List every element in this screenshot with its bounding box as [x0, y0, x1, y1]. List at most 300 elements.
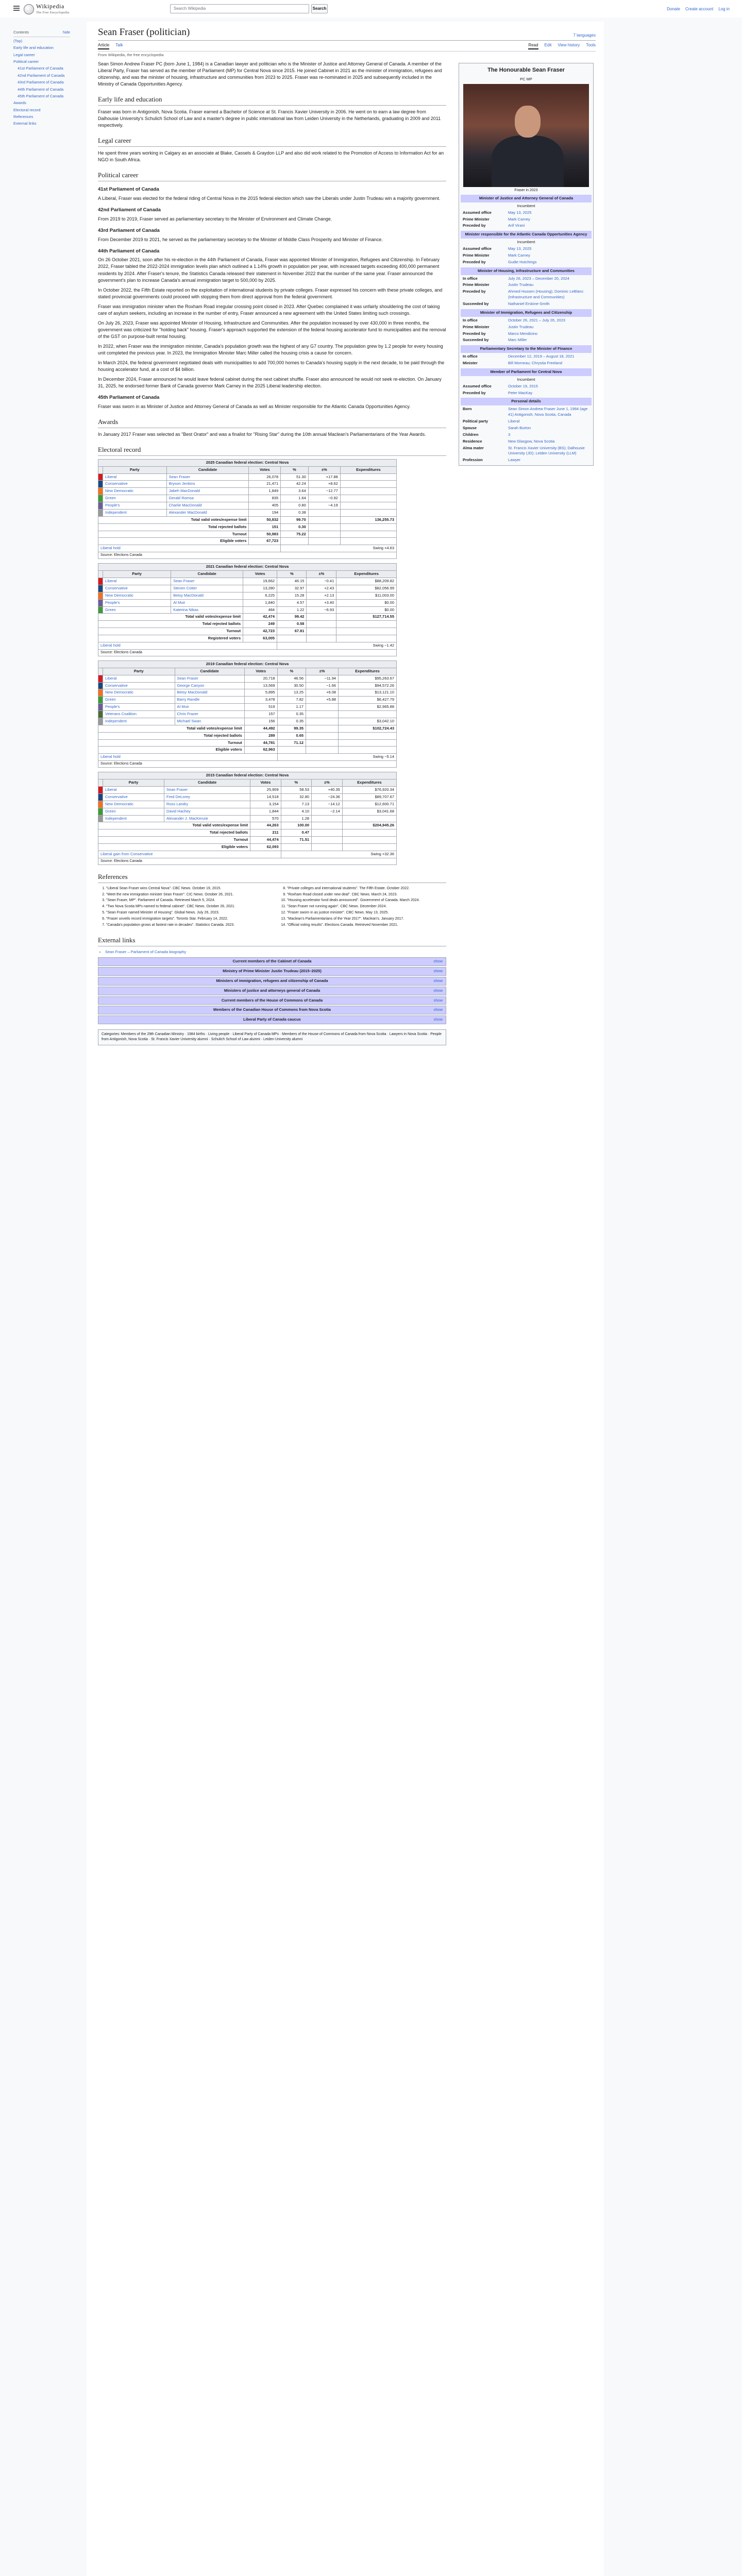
infobox-row: [461, 301, 592, 308]
infobox-value[interactable]: Ahmed Hussen (Housing); Dominic LeBlanc (Infrastructure and Communities): [508, 289, 584, 300]
toc-hide-button[interactable]: hide: [62, 30, 70, 35]
result-swing: Swing −5.14: [277, 754, 396, 761]
search-button[interactable]: Search: [311, 4, 328, 13]
subsection-heading: 42nd Parliament of Canada: [98, 207, 161, 213]
total-label: Turnout: [98, 531, 249, 538]
page-tabs: [98, 41, 596, 52]
vote-percent: 4.10: [281, 808, 311, 815]
candidate-name[interactable]: Sean Fraser: [164, 787, 250, 794]
total-label: Total valid votes/expense limit: [98, 725, 245, 732]
infobox-key: Residence: [463, 438, 482, 444]
vote-count: 484: [243, 606, 277, 614]
navbox-show-toggle[interactable]: show: [433, 968, 443, 973]
election-header-row: [98, 571, 397, 578]
party-swatch: [98, 578, 103, 585]
toc-item[interactable]: Electoral record: [13, 107, 41, 112]
reference-item[interactable]: 5. "Sean Fraser named Minister of Housing". Global News. July 26, 2023.: [106, 910, 265, 916]
candidate-name[interactable]: Al Muir: [175, 704, 244, 711]
infobox-value[interactable]: July 26, 2023 – December 20, 2024: [508, 276, 569, 281]
total-votes: 62,963: [244, 747, 277, 754]
candidate-row: [98, 689, 397, 697]
infobox-value[interactable]: New Glasgow, Nova Scotia: [508, 438, 555, 444]
navbox-title[interactable]: Current members of the House of Commons of Canada show: [98, 997, 446, 1005]
infobox-value[interactable]: St. Francis Xavier University (BS); Dalhousie University (JD); Leiden University (LLM): [508, 445, 585, 456]
party-name[interactable]: Conservative: [103, 682, 175, 689]
election-table: [98, 772, 397, 865]
total-label: Turnout: [98, 837, 250, 844]
expenditure: $2,965.88: [339, 704, 397, 711]
section-heading: Early life and education: [98, 95, 446, 106]
navbox-title[interactable]: Ministry of Prime Minister Justin Trudeau (2015–2025) show: [98, 968, 446, 975]
source-row: [98, 649, 397, 656]
candidate-row: [98, 787, 397, 794]
infobox-row: [461, 317, 592, 324]
vote-change: −11.94: [306, 675, 339, 682]
office-title[interactable]: Minister of Housing, Infrastructure and Communities: [461, 267, 592, 275]
column-header: Votes: [244, 668, 277, 675]
candidate-name[interactable]: Michael Swan: [175, 718, 244, 725]
paragraph: In October 2022, the Fifth Estate reported on the exploitation of international students by private colleges. Fraser expressed his concern with these private colleges, and stated provincial governments could proceed with stopping them from direct approval from the federal government.: [98, 287, 443, 299]
tab-read[interactable]: Read: [528, 42, 538, 50]
party-name[interactable]: Liberal: [103, 473, 167, 481]
total-votes: 42,474: [243, 614, 277, 621]
candidate-name[interactable]: Steven Cotter: [171, 585, 243, 592]
expenditure: $0.00: [336, 606, 397, 614]
total-expenditure: [342, 844, 396, 851]
user-link[interactable]: Log in: [718, 7, 730, 11]
photo-caption: Fraser in 2023: [514, 188, 538, 192]
vote-percent: 1.28: [281, 815, 311, 822]
infobox-row: [461, 216, 592, 223]
candidate-row: [98, 718, 397, 725]
party-name[interactable]: Independent: [103, 509, 167, 516]
wikipedia-logo[interactable]: [24, 3, 69, 15]
party-swatch: [98, 689, 103, 697]
total-label: Total valid votes/expense limit: [98, 614, 243, 621]
infobox-value[interactable]: Marc Miller: [508, 337, 527, 343]
reference-item[interactable]: 10. "Housing accelerator fund deals announced". Government of Canada. March 2024.: [287, 898, 446, 903]
infobox-key: Preceded by: [463, 223, 486, 228]
toc-item[interactable]: 45th Parliament of Canada: [18, 93, 64, 98]
total-label: Eligible voters: [98, 747, 245, 754]
paragraph: Fraser was born in Antigonish, Nova Scotia. Fraser earned a Bachelor of Science at St. Francis Xavier University in 2006. He went on to earn a law degree from Dalhousie University's Schulich School of Law and a master's degree in public international law from Leiden University in the Netherlands, graduating in 2009 and 2011 respectively.: [98, 109, 441, 128]
party-name[interactable]: Green: [103, 606, 171, 614]
reference-item[interactable]: 1. "Liberal Sean Fraser wins Central Nova". CBC News. October 19, 2015.: [106, 886, 265, 891]
infobox-key: Prime Minister: [463, 216, 490, 222]
expenditure: [340, 488, 396, 495]
office-title[interactable]: Minister of Immigration, Refugees and Citizenship: [461, 309, 592, 317]
reference-item[interactable]: 7. "Canada's population grows at fastest rate in decades". Statistics Canada. 2023.: [106, 923, 265, 928]
candidate-name[interactable]: Sean Fraser: [166, 473, 249, 481]
infobox-key: Succeeded by: [463, 337, 489, 343]
total-votes: 289: [244, 732, 277, 739]
total-expenditure: [336, 628, 397, 635]
party-name[interactable]: Conservative: [103, 481, 167, 488]
party-name[interactable]: Conservative: [103, 585, 171, 592]
vote-change: [306, 711, 339, 718]
toc-item[interactable]: Awards: [13, 100, 26, 106]
vote-count: 13,569: [244, 682, 277, 689]
vote-change: +40.35: [312, 787, 343, 794]
external-links-heading: External links: [98, 936, 446, 946]
expenditure: [339, 711, 397, 718]
reference-item[interactable]: 9. "Roxham Road closed under new deal". CBC News. March 24, 2023.: [287, 892, 446, 897]
party-name[interactable]: Conservative: [103, 793, 164, 801]
external-link[interactable]: • Sean Fraser – Parliament of Canada biography: [105, 950, 446, 955]
toc-item[interactable]: Early life and education: [13, 45, 54, 50]
navbox-title[interactable]: Ministers of justice and attorneys general of Canada show: [98, 987, 446, 995]
party-swatch: [98, 711, 103, 718]
expenditure: $76,920.34: [342, 787, 396, 794]
vote-percent: 46.56: [277, 675, 306, 682]
party-swatch: [98, 592, 103, 599]
party-name[interactable]: Green: [103, 495, 167, 502]
infobox-value[interactable]: Sean Simon Andrew Fraser June 1, 1984 (age 41) Antigonish, Nova Scotia, Canada: [508, 406, 588, 417]
total-blank: [308, 516, 340, 523]
total-votes: 44,263: [250, 822, 281, 829]
candidate-name[interactable]: Alexander J. MacKenzie: [164, 815, 250, 822]
office-title[interactable]: Member of Parliament for Central Nova: [461, 368, 592, 376]
vote-percent: 13.25: [277, 689, 306, 697]
navbox-title[interactable]: Ministers of immigration, refugees and citizenship of Canada show: [98, 977, 446, 985]
candidate-name[interactable]: Ross Landry: [164, 801, 250, 808]
infobox-value[interactable]: Nathaniel Erskine-Smith: [508, 301, 550, 307]
infobox-value[interactable]: Arif Virani: [508, 223, 525, 228]
election-title[interactable]: 2015 Canadian federal election: Central Nova: [98, 772, 397, 779]
toc-item[interactable]: 44th Parliament of Canada: [18, 87, 64, 92]
candidate-name[interactable]: Sean Fraser: [171, 578, 243, 585]
party-name[interactable]: Independent: [103, 718, 175, 725]
infobox-value[interactable]: Gudie Hutchings: [508, 259, 537, 264]
navbox-show-toggle[interactable]: show: [433, 997, 443, 1003]
candidate-name[interactable]: David Hachey: [164, 808, 250, 815]
candidate-name[interactable]: Betsy MacDonald: [171, 592, 243, 599]
infobox-row: [461, 406, 592, 418]
reference-item[interactable]: 12. "Fraser sworn in as justice minister". CBC News. May 13, 2025.: [287, 910, 446, 916]
expenditure: $89,707.67: [342, 793, 396, 801]
infobox-row: [461, 289, 592, 301]
total-label: Turnout: [98, 739, 245, 747]
party-name[interactable]: New Democratic: [103, 488, 167, 495]
column-header: Candidate: [175, 668, 244, 675]
infobox-value[interactable]: Peter MacKay: [508, 390, 533, 395]
total-expenditure: [340, 531, 396, 538]
infobox-value[interactable]: Bill Morneau; Chrystia Freeland: [508, 361, 563, 366]
election-title[interactable]: 2021 Canadian federal election: Central Nova: [98, 564, 397, 571]
title-row: [98, 27, 596, 41]
navbox-show-toggle[interactable]: show: [433, 978, 443, 983]
vote-percent: 3.64: [281, 488, 309, 495]
infobox-value[interactable]: Sarah Burton: [508, 425, 531, 430]
infobox-value[interactable]: 3: [508, 432, 511, 437]
candidate-name[interactable]: Jabeh MacDonald: [166, 488, 249, 495]
portrait-photo[interactable]: [463, 84, 589, 187]
party-name[interactable]: Independent: [103, 815, 164, 822]
tab-edit[interactable]: Edit: [544, 42, 552, 47]
total-label: Total valid votes/expense limit: [98, 516, 249, 523]
vote-percent: 0.35: [277, 711, 306, 718]
column-header: Expenditures: [342, 779, 396, 787]
reference-item[interactable]: 13. "Maclean's Parliamentarians of the Year 2017". Maclean's. January 2017.: [287, 917, 446, 922]
infobox-value[interactable]: Marco Mendicino: [508, 331, 538, 336]
portrait-head: [515, 106, 541, 138]
navbox-title[interactable]: Liberal Party of Canada caucus show: [98, 1016, 446, 1024]
vote-percent: 0.35: [277, 718, 306, 725]
navbox-show-toggle[interactable]: show: [433, 988, 443, 993]
category-links[interactable]: Categories: Members of the 29th Canadian Ministry · 1984 births · Living people · Liberal Party of Canada MPs · Members of the House of Commons of Canada from Nova Scotia · Lawyers in Nova Scotia · People from Antigonish, Nova Scotia · St. Francis Xavier University alumni · Schulich School of Law alumni · Leiden University alumni: [98, 1029, 446, 1045]
navbox-title[interactable]: Current members of the Cabinet of Canada show: [98, 958, 446, 965]
candidate-row: [98, 481, 397, 488]
column-header: Expenditures: [336, 571, 397, 578]
vote-count: 5,895: [244, 689, 277, 697]
section-heading: Political career: [98, 171, 446, 181]
vote-count: 519: [244, 704, 277, 711]
party-swatch: [98, 793, 103, 801]
party-name[interactable]: New Democratic: [103, 592, 171, 599]
column-header: Party: [103, 466, 167, 473]
reference-item[interactable]: 11. "Sean Fraser not running again". CBC News. December 2024.: [287, 904, 446, 909]
party-name[interactable]: Liberal: [103, 578, 171, 585]
total-row: [98, 516, 397, 523]
total-percent: 99.70: [281, 516, 309, 523]
party-name[interactable]: Liberal: [103, 787, 164, 794]
party-name[interactable]: People's: [103, 599, 171, 606]
expenditure: [340, 502, 396, 510]
office-title[interactable]: Parliamentary Secretary to the Minister of Finance: [461, 345, 592, 353]
toc-item[interactable]: 41st Parliament of Canada: [18, 66, 63, 71]
office-title[interactable]: Minister of Justice and Attorney General of Canada: [461, 195, 592, 202]
election-source[interactable]: Source: Elections Canada: [98, 858, 397, 865]
toc-item[interactable]: Political career: [13, 59, 39, 64]
total-expenditure: $102,724.43: [339, 725, 397, 732]
candidate-name[interactable]: Betsy MacDonald: [175, 689, 244, 697]
vote-percent: 1.64: [281, 495, 309, 502]
languages-button[interactable]: 7 languages: [573, 33, 596, 38]
column-header: Votes: [243, 571, 277, 578]
expenditure: $82,056.99: [336, 585, 397, 592]
candidate-row: [98, 808, 397, 815]
election-source[interactable]: Source: Elections Canada: [98, 649, 397, 656]
result-hold[interactable]: Liberal gain from Conservative: [98, 851, 281, 858]
infobox-value[interactable]: October 26, 2021 – July 26, 2023: [508, 317, 565, 323]
infobox-row: [461, 425, 592, 432]
toc-item[interactable]: External links: [13, 121, 37, 126]
party-swatch: [98, 473, 103, 481]
navbox-show-toggle[interactable]: show: [433, 1007, 443, 1012]
election-title[interactable]: 2019 Canadian federal election: Central Nova: [98, 660, 397, 668]
office-title[interactable]: Personal details: [461, 398, 592, 405]
expenditure: $88,209.82: [336, 578, 397, 585]
infobox-value[interactable]: Justin Trudeau: [508, 324, 534, 329]
candidate-name[interactable]: Katerina Nikas: [171, 606, 243, 614]
search-input[interactable]: Search Wikipedia: [170, 4, 309, 13]
vote-percent: 4.57: [277, 599, 307, 606]
candidate-row: [98, 682, 397, 689]
source-row: [98, 858, 397, 865]
party-swatch: [98, 481, 103, 488]
result-swing: Swing −1.42: [277, 642, 397, 649]
vote-change: [308, 509, 340, 516]
infobox-value[interactable]: Liberal: [508, 419, 520, 424]
total-blank: [312, 837, 343, 844]
candidate-name[interactable]: George Canyon: [175, 682, 244, 689]
candidate-row: [98, 793, 397, 801]
result-hold[interactable]: Liberal hold: [98, 754, 278, 761]
election-title[interactable]: 2025 Canadian federal election: Central Nova: [98, 459, 397, 466]
reference-item[interactable]: 3. "Sean Fraser, MP". Parliament of Canada. Retrieved March 5, 2024.: [106, 898, 265, 903]
toc-item[interactable]: Legal career: [13, 52, 35, 57]
election-table: [98, 563, 397, 656]
election-table: [98, 459, 397, 560]
expenditure: $3,042.10: [339, 718, 397, 725]
infobox-value[interactable]: Justin Trudeau: [508, 282, 534, 287]
vote-percent: 0.80: [281, 502, 309, 510]
election-source[interactable]: Source: Elections Canada: [98, 761, 397, 768]
infobox-row: [461, 252, 592, 259]
party-swatch: [98, 675, 103, 682]
vote-count: 156: [244, 718, 277, 725]
total-expenditure: 136,255.73: [340, 516, 396, 523]
namespace-tabs: [98, 42, 123, 50]
party-name[interactable]: Liberal: [103, 675, 175, 682]
reference-item[interactable]: 6. "Fraser unveils record immigration targets". Toronto Star. February 14, 2022.: [106, 917, 265, 922]
total-expenditure: [339, 732, 397, 739]
total-percent: 0.65: [277, 732, 306, 739]
result-hold[interactable]: Liberal hold: [98, 545, 281, 552]
navbox-title[interactable]: Members of the Canadian House of Commons from Nova Scotia show: [98, 1006, 446, 1014]
paragraph: On July 26, 2023, Fraser was appointed Minister of Housing, Infrastructure and Communities. After the population increased by over 430,000 in three months, the government was criticized for "holding back" housing. Fraser's approach supported the extension of the federal housing accelerator fund to municipalities and the removal of the GST on purpose-built rental housing.: [98, 320, 446, 339]
candidate-row: [98, 495, 397, 502]
party-name[interactable]: Veterans Coalition: [103, 711, 175, 718]
candidate-name[interactable]: Barry Randle: [175, 697, 244, 704]
expenditure: $94,572.26: [339, 682, 397, 689]
result-row: [98, 642, 397, 649]
candidate-name[interactable]: Fred DeLorey: [164, 793, 250, 801]
office-title[interactable]: Minister responsible for the Atlantic Canada Opportunities Agency: [461, 231, 592, 239]
total-expenditure: [340, 523, 396, 531]
infobox-key: Prime Minister: [463, 252, 490, 258]
party-name[interactable]: New Democratic: [103, 801, 164, 808]
expenditure: $0.00: [336, 599, 397, 606]
office-status: Incumbent: [517, 377, 535, 382]
tab-view-history[interactable]: View history: [558, 42, 580, 47]
vote-count: 21,471: [249, 481, 281, 488]
total-row: [98, 747, 397, 754]
reference-item[interactable]: 8. "Private colleges and international students". The Fifth Estate. October 2022.: [287, 886, 446, 891]
election-title-row: [98, 564, 397, 571]
infobox-row: [461, 390, 592, 397]
party-name[interactable]: Green: [103, 808, 164, 815]
tab-talk[interactable]: Talk: [115, 42, 123, 47]
election-table: [98, 660, 397, 768]
column-header: Expenditures: [340, 466, 396, 473]
total-blank: [308, 538, 340, 545]
election-title-row: [98, 459, 397, 466]
infobox-value[interactable]: Mark Carney: [508, 252, 530, 258]
candidate-row: [98, 675, 397, 682]
hamburger-menu-icon[interactable]: [13, 6, 20, 11]
candidate-row: [98, 592, 397, 599]
total-percent: 71.51: [281, 837, 311, 844]
election-header-row: [98, 466, 397, 473]
vote-percent: 15.28: [277, 592, 307, 599]
result-hold[interactable]: Liberal hold: [98, 642, 277, 649]
infobox-row: [461, 445, 592, 457]
candidate-name[interactable]: Al Muir: [171, 599, 243, 606]
reference-item[interactable]: 2. "Meet the new immigration minister Sean Fraser". CIC News. October 26, 2021.: [106, 892, 265, 897]
candidate-name[interactable]: Alexander MacDonald: [166, 509, 249, 516]
electoral-record-heading: Electoral record: [98, 445, 446, 456]
vote-change: −24.36: [312, 793, 343, 801]
candidate-name[interactable]: Sean Fraser: [175, 675, 244, 682]
infobox-value[interactable]: Lawyer: [508, 457, 521, 463]
navbox-show-toggle[interactable]: show: [433, 959, 443, 964]
toc-heading: Contents: [13, 30, 29, 35]
candidate-name[interactable]: Bryson Jenkins: [166, 481, 249, 488]
infobox-key: Spouse: [463, 425, 477, 430]
total-percent: 67.81: [277, 628, 307, 635]
navbox: [98, 996, 446, 1005]
column-header: Votes: [250, 779, 281, 787]
party-name[interactable]: Green: [103, 697, 175, 704]
party-name[interactable]: New Democratic: [103, 689, 175, 697]
user-link[interactable]: Donate: [667, 7, 680, 11]
infobox-key: Assumed office: [463, 383, 492, 388]
total-expenditure: [339, 747, 397, 754]
vote-count: 14,518: [250, 793, 281, 801]
paragraph: Fraser was immigration minister when the Roxham Road irregular crossing point closed in 2023. After Quebec complained it was unfairly shouldering the cost of taking care of asylum seekers, including an increase in the number of entry, Fraser announced a new agreement with the United States limiting such crossings.: [98, 303, 440, 316]
subsection-heading: 41st Parliament of Canada: [98, 187, 159, 193]
tab-article[interactable]: Article: [98, 42, 109, 50]
infobox-value[interactable]: Mark Carney: [508, 216, 530, 222]
vote-percent: 46.15: [277, 578, 307, 585]
total-percent: 0.58: [277, 621, 307, 628]
toc-item[interactable]: (Top): [13, 38, 23, 43]
infobox-value[interactable]: October 19, 2015: [508, 383, 538, 388]
paragraph: From 2019 to 2019, Fraser served as parliamentary secretary to the Minister of Environment and Climate Change.: [98, 216, 332, 222]
infobox-value[interactable]: May 13, 2025: [508, 246, 532, 251]
header-swatch: [98, 571, 103, 578]
infobox-key: Prime Minister: [463, 282, 490, 287]
candidate-name[interactable]: Gerald Romsa: [166, 495, 249, 502]
candidate-name[interactable]: Charlie MacDonald: [166, 502, 249, 510]
party-swatch: [98, 801, 103, 808]
candidate-row: [98, 801, 397, 808]
total-expenditure: [342, 829, 396, 837]
tab-tools[interactable]: Tools: [586, 42, 596, 47]
candidate-name[interactable]: Chris Frazer: [175, 711, 244, 718]
infobox-value[interactable]: December 12, 2019 – August 18, 2021: [508, 354, 575, 359]
toc-item[interactable]: 43rd Parliament of Canada: [18, 80, 64, 85]
toc-item[interactable]: 42nd Parliament of Canada: [18, 73, 65, 78]
toc-item[interactable]: References: [13, 114, 33, 119]
candidate-row: [98, 502, 397, 510]
reference-item[interactable]: 14. "Official voting results". Elections Canada. Retrieved November 2021.: [287, 923, 446, 928]
user-link[interactable]: Create account: [685, 7, 714, 11]
party-swatch: [98, 495, 103, 502]
total-row: [98, 538, 397, 545]
navbox-show-toggle[interactable]: show: [433, 1017, 443, 1022]
party-name[interactable]: People's: [103, 704, 175, 711]
party-swatch: [98, 502, 103, 510]
vote-count: 1,849: [249, 488, 281, 495]
total-row: [98, 837, 397, 844]
election-source[interactable]: Source: Elections Canada: [98, 552, 397, 559]
infobox-key: Preceded by: [463, 331, 486, 336]
reference-item[interactable]: 4. "Two Nova Scotia MPs named to federal cabinet". CBC News. October 26, 2021.: [106, 904, 265, 909]
party-name[interactable]: People's: [103, 502, 167, 510]
infobox-value[interactable]: May 13, 2025: [508, 210, 532, 215]
